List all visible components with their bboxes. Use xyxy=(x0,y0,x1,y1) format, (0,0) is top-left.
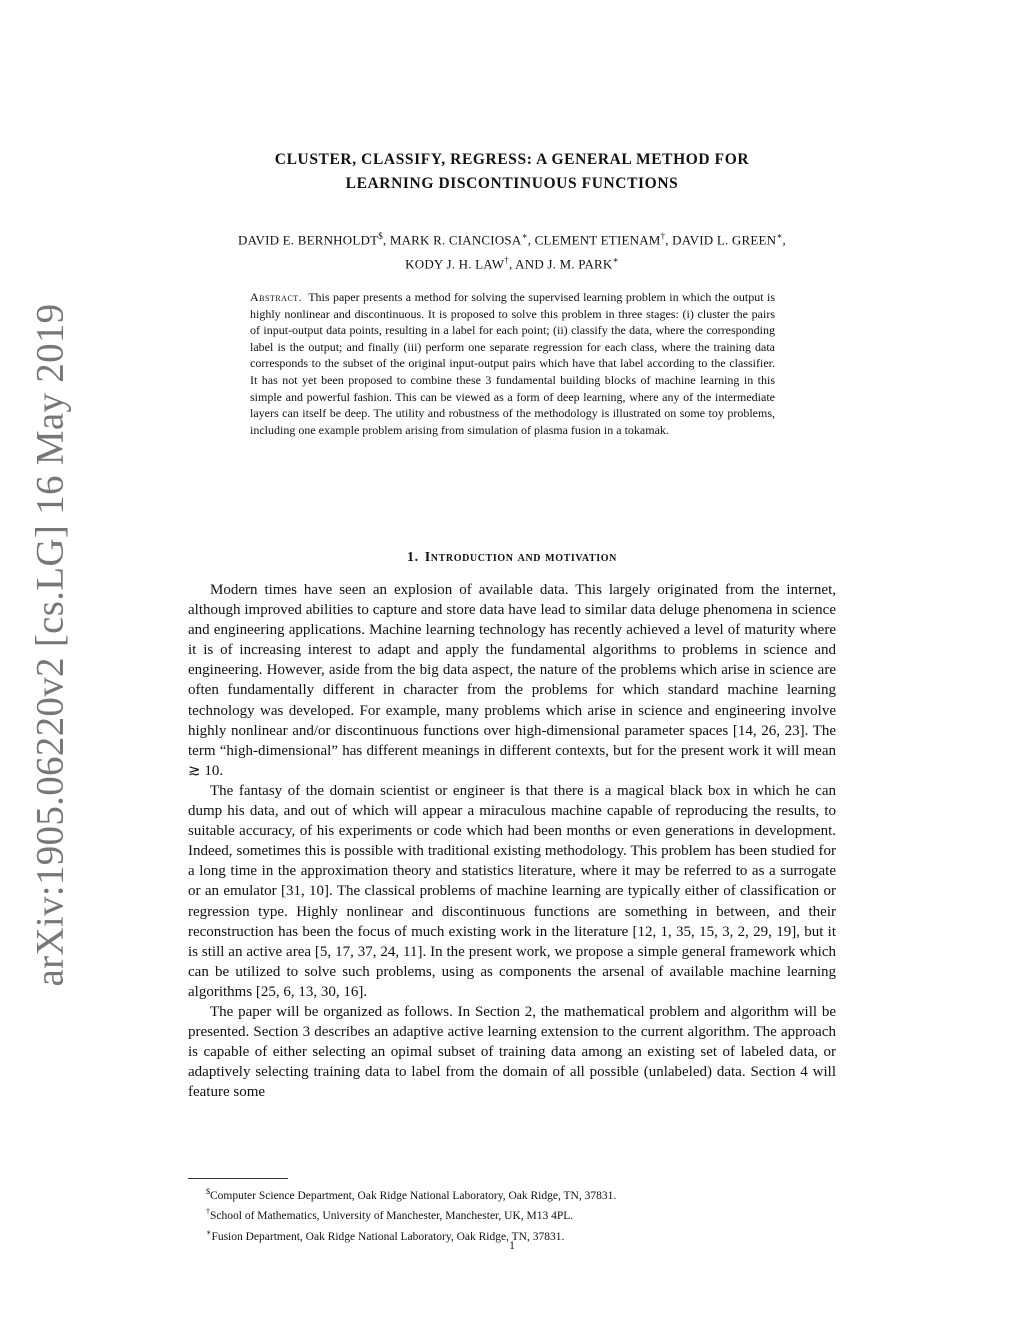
author-green: , DAVID L. GREEN xyxy=(665,232,777,248)
author-bernholdt: DAVID E. BERNHOLDT xyxy=(238,232,379,248)
footnote-mark: $ xyxy=(206,1187,210,1196)
title-line-2: LEARNING DISCONTINUOUS FUNCTIONS xyxy=(345,175,679,192)
footnote-divider xyxy=(188,1178,288,1179)
affiliation-mark: † xyxy=(660,231,666,241)
paper-title xyxy=(180,148,844,196)
affiliation-mark: ∗ xyxy=(521,231,528,241)
section-number: 1. xyxy=(407,550,419,565)
footnotes xyxy=(206,1184,826,1245)
footnote-mark: † xyxy=(206,1207,210,1217)
title-line-1: CLUSTER, CLASSIFY, REGRESS: A GENERAL METHOD FOR xyxy=(274,151,750,168)
section-title: Introduction and motivation xyxy=(424,550,617,565)
affiliation-mark: ∗ xyxy=(612,255,619,266)
affiliation-mark: ∗ xyxy=(776,231,783,241)
author-law: KODY J. H. LAW xyxy=(405,256,505,272)
footnote-mark: ∗ xyxy=(206,1227,212,1237)
abstract-text: This paper presents a method for solving the supervised learning problem in which the output is highly nonlinear and discontinuous. It is proposed to solve this problem in three stages: (i) cluster the pairs of input-output data points, resulting in a label for each point; (ii) classify the data, where the corresponding label is the output; and finally (iii) perform one separate regression for each class, where the training data corresponds to the subset of the original input-output pairs which have that label according to the classifier. It has not yet been proposed to combine these 3 fundamental building blocks of machine learning in this simple and powerful fashion. This can be viewed as a form of deep learning, where any of the intermediate layers can itself be deep. The utility and robustness of the methodology is illustrated on some toy problems, including one example problem arising from simulation of plasma fusion in a tokamak. xyxy=(250,290,775,437)
author-etienam: , CLEMENT ETIENAM xyxy=(527,232,661,248)
footnote-text: Computer Science Department, Oak Ridge National Laboratory, Oak Ridge, TN, 37831. xyxy=(210,1189,617,1202)
paragraph: The fantasy of the domain scientist or engineer is that there is a magical black box in which he can dump his data, and out of which will appear a miraculous machine capable of reproducing the results, to suitable accuracy, of his experiments or code which had been months or even generations in development. Indeed, sometimes this is possible with traditional existing methodology. This problem has been studied for a long time in the approximation theory and statistics literature, where it may be referred to as a surrogate or an emulator [31, 10]. The classical problems of machine learning are typically either of classification or regression type. Highly nonlinear and discontinuous functions are something in between, and their reconstruction has been the focus of much existing work in the literature [12, 1, 35, 15, 3, 2, 29, 19], but it is still an active area [5, 17, 37, 24, 11]. In the present work, we propose a simple general framework which can be utilized to solve such problems, using as components the arsenal of available machine learning algorithms [25, 6, 13, 30, 16]. xyxy=(188,782,836,1000)
page-number: 1 xyxy=(509,1240,515,1252)
footnote-text: School of Mathematics, University of Manchester, Manchester, UK, M13 4PL. xyxy=(210,1210,574,1223)
affiliation-mark: $ xyxy=(378,231,383,241)
section-heading xyxy=(188,550,836,566)
author-park: , AND J. M. PARK xyxy=(509,256,613,272)
body-text xyxy=(188,580,836,1102)
abstract-label: Abstract. xyxy=(250,290,303,304)
paragraph: Modern times have seen an explosion of available data. This largely originated from the internet, although improved abilities to capture and store data have lead to similar data deluge phenomena in science and engineering applications. Machine learning technology has recently achieved a level of maturity where it is of increasing interest to adapt and apply the fundamental algorithms to problems in science and engineering. However, aside from the big data aspect, the nature of the problems which arise in science are often fundamentally different in character from the problems for which standard machine learning technology was developed. For example, many problems which arise in science and engineering involve highly nonlinear and/or discontinuous functions over high-dimensional parameter spaces [14, 26, 23]. The term “high-dimensional” has different meanings in different contexts, but for the present work it will mean ≳ 10. xyxy=(188,582,836,779)
arxiv-identifier-sidebar xyxy=(28,303,72,987)
arxiv-identifier-text: arXiv:1905.06220v2 [cs.LG] 16 May 2019 xyxy=(28,303,72,987)
footnote xyxy=(206,1184,826,1204)
paragraph: The paper will be organized as follows. In Section 2, the mathematical problem and algorithm will be presented. Section 3 describes an adaptive active learning extension to the current algorithm. The approach is capable of either selecting an opimal subset of training data among an existing set of labeled data, or adaptively selecting training data to label from the domain of all possible (unlabeled) data. Section 4 will feature some xyxy=(188,1003,836,1101)
abstract xyxy=(250,289,775,438)
affiliation-mark: † xyxy=(504,255,509,266)
author-list xyxy=(170,226,854,275)
author-cianciosa: , MARK R. CIANCIOSA xyxy=(382,232,522,248)
footnote-text: Fusion Department, Oak Ridge National Laboratory, Oak Ridge, TN, 37831. xyxy=(211,1230,565,1243)
author-separator: , xyxy=(782,232,786,248)
footnote xyxy=(206,1204,826,1224)
